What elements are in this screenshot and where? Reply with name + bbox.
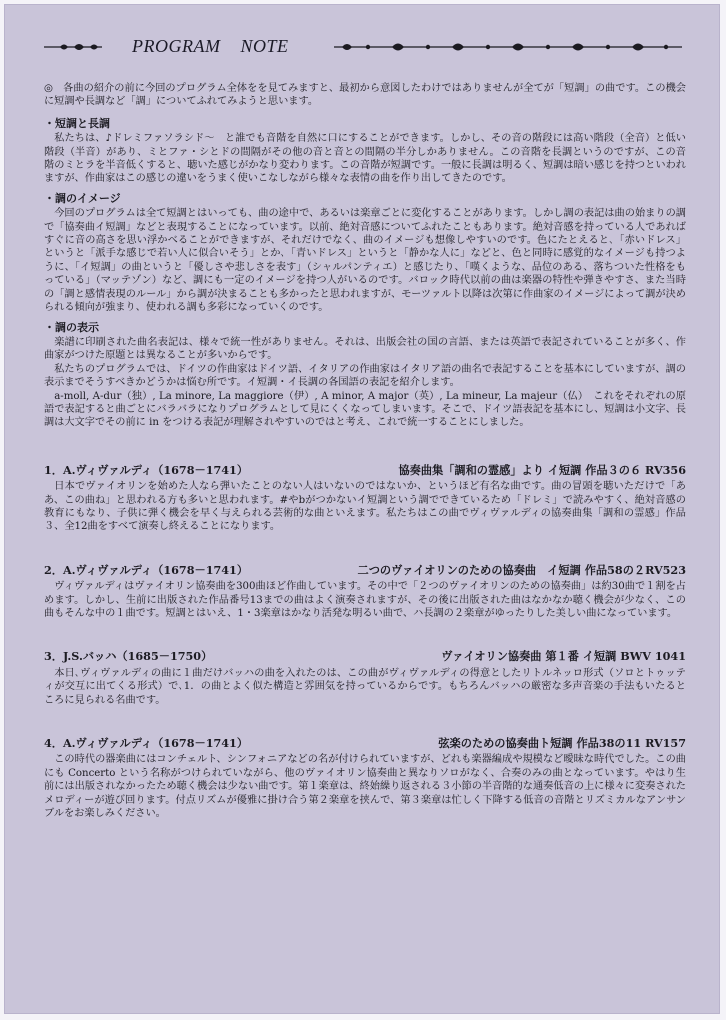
section-heading: ・短調と長調: [44, 116, 110, 130]
piece-heading: [44, 464, 686, 477]
piece-description: 日本でヴァイオリンを始めた人なら弾いたことのない人はいないのではないか、というほど有名な曲です。曲の冒頭を聴いただけで「ああ、この曲ね」と思われる方も多いと思われます。#やbがつかないイ短調という調でできているため「ドレミ」で読みやすく、絶対音感の教育にもなり、子供に弾く機会を早く与えられる芸術的な曲といえます。私たちはこの曲でヴィヴァルディの協奏曲集「調和の霊感」作品３、全12曲をすべて演奏し終えることになります。: [44, 481, 686, 533]
section-minor-major: [44, 117, 686, 186]
piece-description: この時代の器楽曲にはコンチェルト、シンフォニアなどの名が付けられていますが、どれも楽器編成や規模など曖昧な時代でした。この曲にも Concerto という名称がつけられていながら、他のヴァイオリン協奏曲と異なりソロがなく、合奏のみの曲となっています。やはり生前には出版されなかったため聴く機会は少ない曲です。第１楽章は、終始繰り返される３小節の半音階的な通奏低音の上に様々に変奏されたメロディーが遊び回ります。付点リズムが優雅に掛け合う第２楽章を挟んで、第３楽章は忙しく下降する低音の音階とリズミカルなアンサンブルをお楽しみください。: [44, 754, 686, 820]
section-key-notation: [44, 321, 686, 430]
piece-2: [44, 564, 686, 621]
piece-composer: 4．A.ヴィヴァルディ（1678－1741）: [44, 736, 249, 751]
section-paragraph: a-moll, A-dur（独）, La minore, La maggiore（伊）, A minor, A major（英）, La mineur, La majeur（仏） これをそれぞれの原語で表記すると曲ごとにバラバラになりプログラムとして見にくくなってしまいます。そこで、ドイツ語表記を基本にし、短調は小文字、長調は大文字でその前に in をつける表記が理解されやすいのではと考え、これで統一することにしました。: [44, 390, 686, 429]
piece-description: ヴィヴァルディはヴァイオリン協奏曲を300曲ほど作曲しています。その中で「２つのヴァイオリンのための協奏曲」は約30曲で１割を占めます。しかし、生前に出版された作品番号13までの曲はよく演奏されますが、その後に出版された曲はなかなか聴く機会が少なく、この曲もそんな中の１曲です。短調とはいえ、1・3楽章はかなり活発な明るい曲で、ハ長調の２楽章がゆったりした美しい曲になっています。: [44, 581, 686, 619]
section-paragraph: 私たちは、♪ドレミファソラシド〜 と誰でも音階を自然に口にすることができます。しかし、その音の階段には高い階段（全音）と低い階段（半音）があり、ミとファ・シとドの間隔がその他の音と音との間隔の半分しかありません。この音階を長調というのですが、この音階のミとラを半音低くすると、聴いた感じがかなり変わります。この音階が短調です。一般に長調は明るく、短調は暗い感じを持つといわれますが、作曲家はこの感じの違いをうまく使いこなしながら様々な表情の曲を作り出してきたのです。: [44, 133, 686, 185]
piece-1: [44, 464, 686, 534]
piece-3: [44, 650, 686, 707]
piece-heading: [44, 737, 686, 750]
piece-title: 二つのヴァイオリンのための協奏曲 イ短調 作品58の２RV523: [357, 562, 686, 577]
section-key-image: [44, 192, 686, 315]
program-note-header: [42, 34, 684, 62]
section-heading: ・調のイメージ: [44, 191, 121, 205]
section-heading: ・調の表示: [44, 320, 99, 334]
program-note-body: [44, 82, 686, 820]
piece-4: [44, 737, 686, 820]
page-title: PROGRAM NOTE: [126, 36, 294, 57]
program-sheet: [4, 4, 720, 1014]
piece-composer: 2．A.ヴィヴァルディ（1678－1741）: [44, 562, 249, 577]
section-paragraph: 私たちのプログラムでは、ドイツの作曲家はドイツ語、イタリアの作曲家はイタリア語の曲名で表記することを基本にしていますが、調の表示までそうすべきかどうかは悩む所です。イ短調・イ長調の各国語の表記を紹介します。: [44, 363, 686, 389]
piece-title: 弦楽のための協奏曲ト短調 作品38の11 RV157: [438, 736, 686, 751]
piece-title: ヴァイオリン協奏曲 第１番 イ短調 BWV 1041: [441, 649, 686, 664]
piece-title: 協奏曲集「調和の霊感」より イ短調 作品３の６ RV356: [398, 462, 686, 477]
section-paragraph: 楽譜に印刷された曲名表記は、様々で統一性がありません。それは、出版会社の国の言語、または英語で表記されていることが多く、作曲家がつけた原題とは異なることが多いからです。: [44, 336, 686, 362]
piece-composer: 3．J.S.バッハ（1685－1750）: [44, 649, 213, 664]
piece-description: 本日､ヴィヴァルディの曲に１曲だけバッハの曲を入れたのは、この曲がヴィヴァルディの得意としたリトルネッロ形式（ソロとトゥッティが交互に出てくる形式）で､1．の曲とよく似た構造と雰囲気を持っているからです。もちろんバッハの厳密な多声音楽の手法もいたるところに見られる名曲です。: [44, 667, 686, 706]
piece-heading: [44, 650, 686, 663]
intro-paragraph: ◎ 各曲の紹介の前に今回のプログラム全体をを見てみますと、最初から意図したわけではありませんが全てが「短調」の曲です。この機会に短調や長調など「調」についてふれてみようと思います。: [44, 83, 686, 108]
piece-composer: 1．A.ヴィヴァルディ（1678－1741）: [44, 462, 249, 477]
section-paragraph: 今回のプログラムは全て短調とはいっても、曲の途中で、あるいは楽章ごとに変化することがあります。しかし調の表記は曲の始まりの調で「協奏曲イ短調」などと表現することになっています。以前、絶対音感についてふれたこともあります。絶対音感を持っている人であればすぐに音の高さを思い浮かべることができますが、それだけでなく、曲のイメージも想像しやすいのです。色にたとえると､「赤いドレス」というと「派手な感じで若い人に似合いそう」とか､「青いドレス」というと「静かな人に」などと、色と同時に感覚的なイメージも持つように、「イ短調」の曲というと「優しさや悲しさを表す」（シャルパンティエ）と感じたり、「嘆くような、品位のある、落ちついた性格をもっている」（マッテゾン）など、調にも一定のイメージを持つ人がいるのです。バロック時代以前の曲は楽器の特性や弾きやすさ、また当時の「調と感情表現のルール」から調が決まることも多かったと思われますが、モーツァルト以降は次第に作曲家のイメージによって調が決められる傾向が強まり、使われる調も多彩になっていくのです。: [44, 208, 686, 314]
piece-heading: [44, 564, 686, 577]
